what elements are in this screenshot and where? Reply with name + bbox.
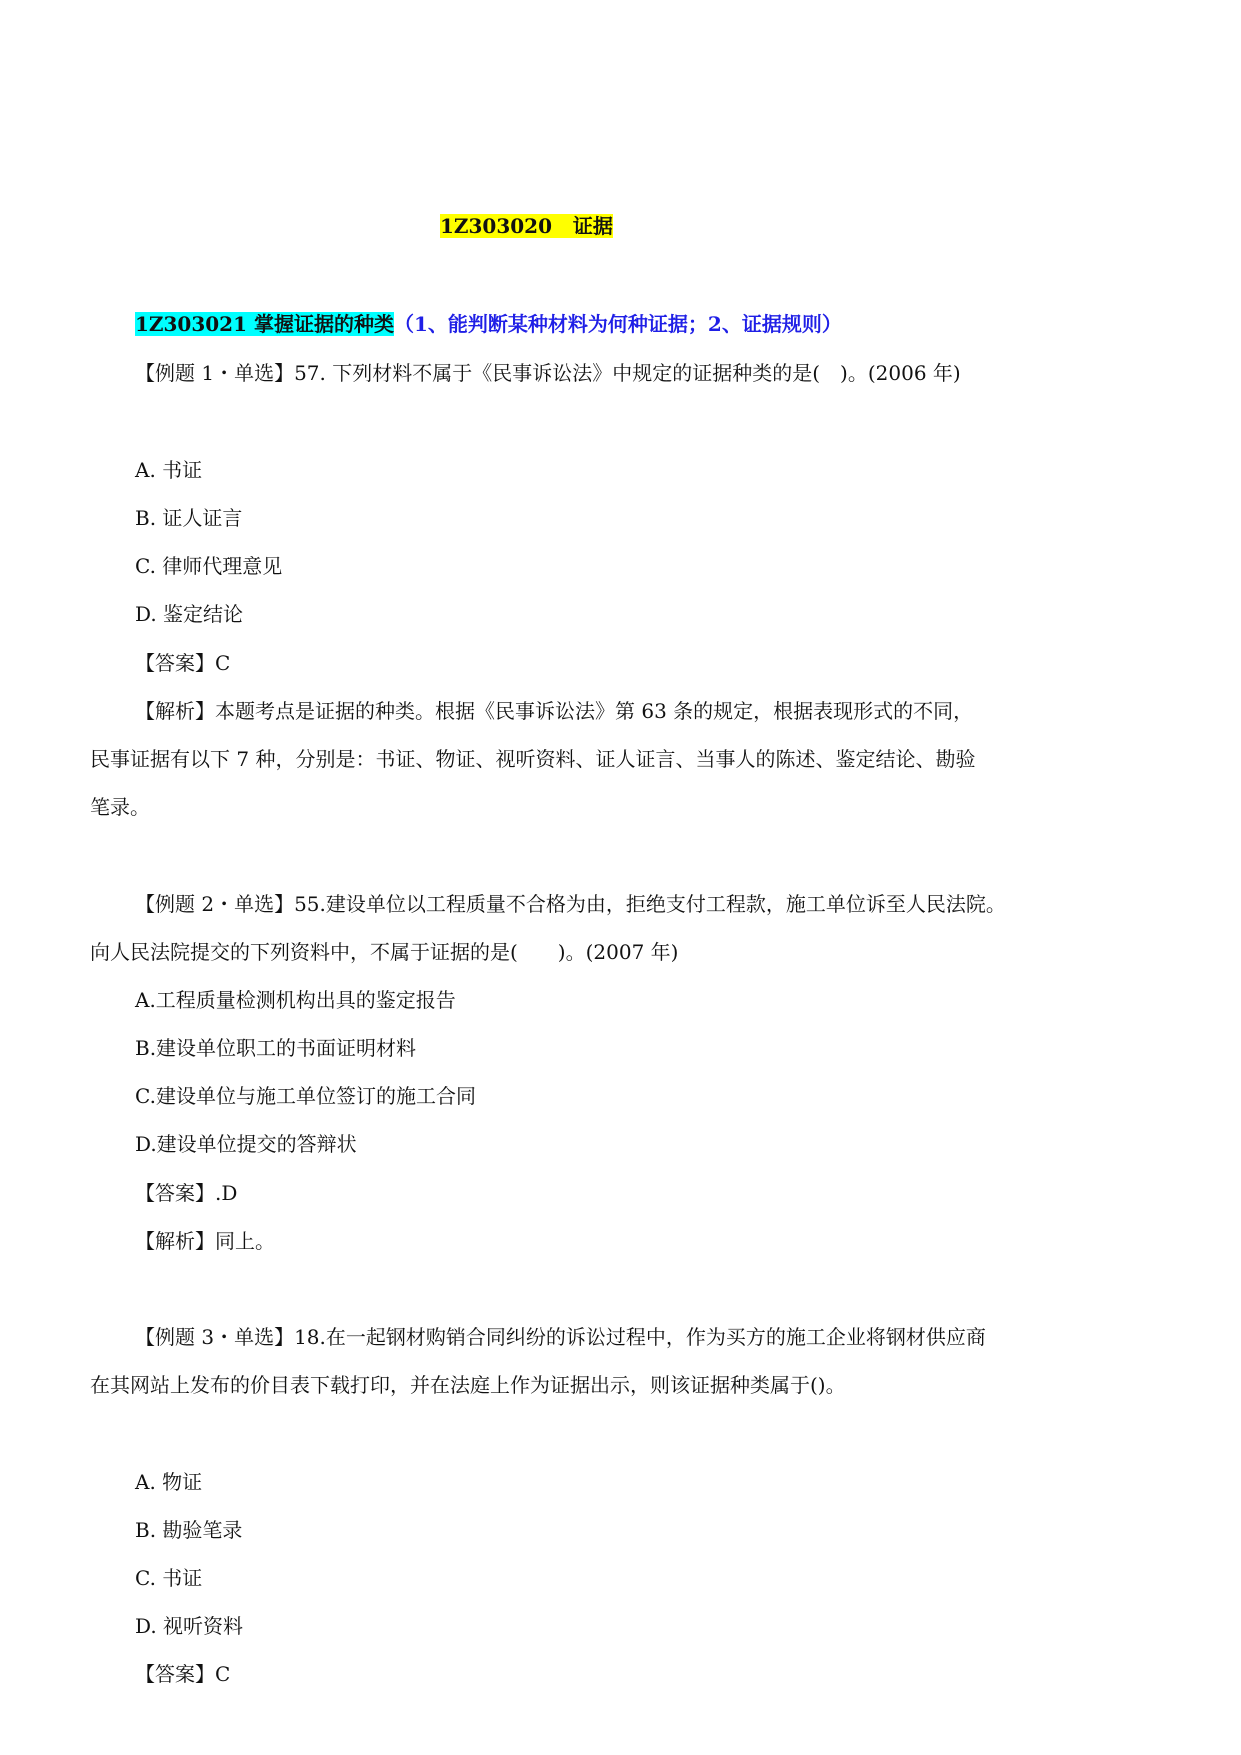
subsection-code: 1Z303021 (135, 312, 248, 336)
q2-answer: 【答案】.D (135, 1181, 238, 1205)
section-code: 1Z303020 (440, 214, 553, 238)
subsection-heading (135, 312, 842, 336)
q1-analysis-line-1: 【解析】本题考点是证据的种类。根据《民事诉讼法》第 63 条的规定，根据表现形式的不同， (135, 699, 974, 723)
q2-option-a: A.工程质量检测机构出具的鉴定报告 (135, 988, 456, 1012)
q3-answer: 【答案】C (135, 1662, 231, 1686)
q1-option-c: C. 律师代理意见 (135, 554, 283, 578)
q2-option-d: D.建设单位提交的答辩状 (135, 1132, 357, 1156)
q2-stem-line-2: 向人民法院提交的下列资料中，不属于证据的是( )。(2007 年) (90, 940, 679, 964)
q1-option-b: B. 证人证言 (135, 506, 243, 530)
q2-stem-line-1: 【例题 2・单选】55.建设单位以工程质量不合格为由，拒绝支付工程款，施工单位诉至人民法院。 (135, 892, 1006, 916)
q1-analysis-line-2: 民事证据有以下 7 种，分别是：书证、物证、视听资料、证人证言、当事人的陈述、鉴定结论、勘验 (90, 747, 976, 771)
section-title (440, 214, 613, 238)
q3-option-b: B. 勘验笔录 (135, 1518, 243, 1542)
q3-option-a: A. 物证 (135, 1470, 203, 1494)
q1-option-a: A. 书证 (135, 458, 203, 482)
section-name: 证据 (572, 214, 613, 238)
q2-analysis: 【解析】同上。 (135, 1229, 275, 1253)
q1-stem: 【例题 1・单选】57. 下列材料不属于《民事诉讼法》中规定的证据种类的是( )。(2006 年) (135, 361, 961, 385)
q2-option-b: B.建设单位职工的书面证明材料 (135, 1036, 417, 1060)
subsection-note: （1、能判断某种材料为何种证据；2、证据规则） (393, 312, 842, 336)
q1-answer: 【答案】C (135, 651, 231, 675)
q3-stem-line-2: 在其网站上发布的价目表下载打印，并在法庭上作为证据出示，则该证据种类属于()。 (90, 1373, 846, 1397)
q3-option-d: D. 视听资料 (135, 1614, 244, 1638)
q3-option-c: C. 书证 (135, 1566, 203, 1590)
q3-stem-line-1: 【例题 3・单选】18.在一起钢材购销合同纠纷的诉讼过程中，作为买方的施工企业将钢材供应商 (135, 1325, 986, 1349)
subsection-title: 掌握证据的种类 (253, 312, 394, 336)
q1-analysis-line-3: 笔录。 (90, 795, 150, 819)
q1-option-d: D. 鉴定结论 (135, 602, 244, 626)
subsection-highlight (135, 312, 394, 336)
section-title-highlight (440, 214, 613, 238)
q2-option-c: C.建设单位与施工单位签订的施工合同 (135, 1084, 476, 1108)
